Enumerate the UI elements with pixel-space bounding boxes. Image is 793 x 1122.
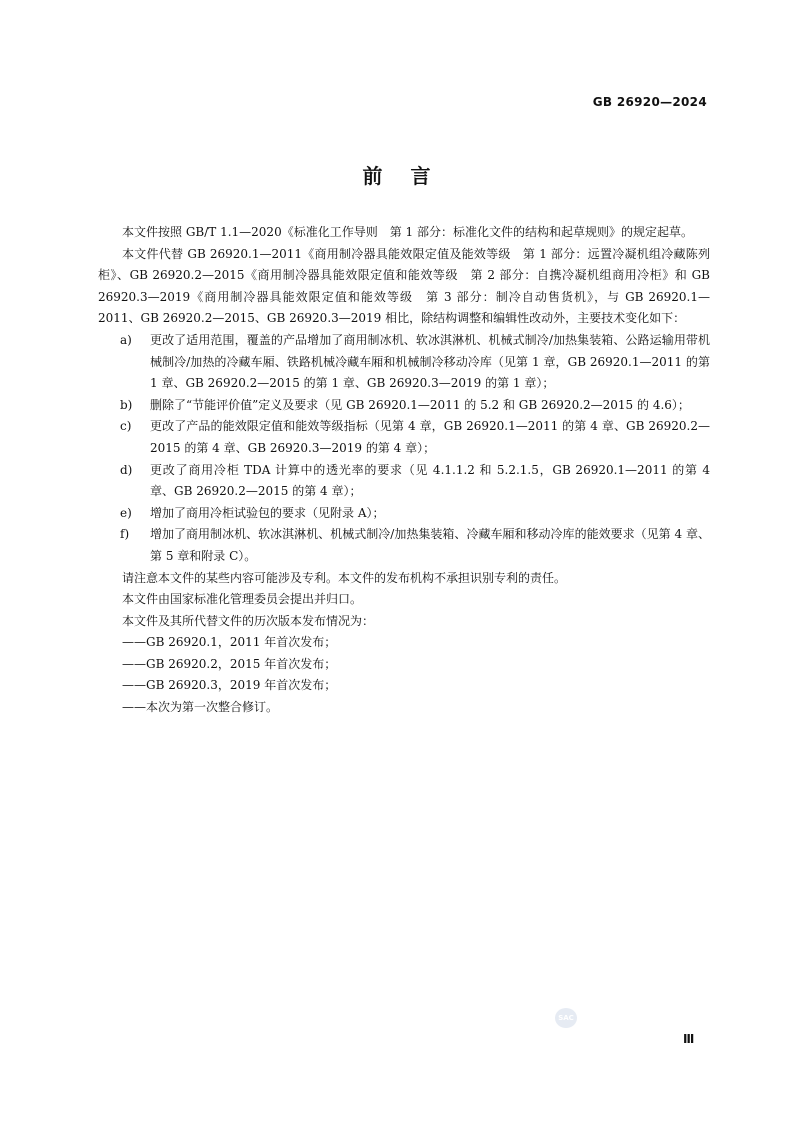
list-text: 增加了商用制冰机、软冰淇淋机、机械式制冷/加热集装箱、冷藏车厢和移动冷库的能效要求（见第 4 章、第 5 章和附录 C）。: [150, 527, 710, 563]
list-text: 更改了适用范围，覆盖的产品增加了商用制冰机、软冰淇淋机、机械式制冷/加热集装箱、公路运输用带机械制冷/加热的冷藏车厢、铁路机械冷藏车厢和机械制冷移动冷库（见第 1 章，GB 26920.1—2011 的第 1 章、GB 26920.2—2015 的第 1 章、GB 26920.3—2019 的第 1 章）；: [150, 332, 710, 391]
list-item: [98, 524, 710, 567]
list-item: [98, 395, 710, 417]
list-marker: b): [120, 397, 133, 412]
history-item: ——GB 26920.1，2011 年首次发布；: [122, 635, 337, 650]
history-item: ——GB 26920.2，2015 年首次发布；: [122, 656, 337, 671]
list-text: 更改了商用冷柜 TDA 计算中的透光率的要求（见 4.1.1.2 和 5.2.1.5，GB 26920.1—2011 的第 4 章、GB 26920.2—2015 的第 4 章）；: [150, 462, 710, 499]
list-marker: d): [120, 462, 133, 477]
paragraph-drafting-rules: 本文件按照 GB/T 1.1—2020《标准化工作导则 第 1 部分：标准化文件的结构和起草规则》的规定起草。: [122, 225, 693, 239]
document-body: [98, 222, 710, 719]
list-item: [98, 330, 710, 395]
history-list: [98, 632, 710, 718]
paragraph-replacement: 本文件代替 GB 26920.1—2011《商用制冷器具能效限定值及能效等级 第 1 部分：远置冷凝机组冷藏陈列柜》、GB 26920.2—2015《商用制冷器具能效限定值和能效等级 第 2 部分：自携冷凝机组商用冷柜》和 GB 26920.3—2019《商用制冷器具能效限定值和能效等级 第 3 部分：制冷自动售货机》，与 GB 26920.1—2011、GB 26920.2—2015、GB 26920.3—2019 相比，除结构调整和编辑性改动外，主要技术变化如下：: [98, 246, 710, 326]
list-marker: a): [120, 332, 132, 347]
list-marker: e): [120, 505, 132, 520]
list-marker: f): [120, 527, 130, 542]
list-text: 删除了“节能评价值”定义及要求（见 GB 26920.1—2011 的 5.2 和 GB 26920.2—2015 的 4.6）；: [150, 397, 690, 412]
paragraph-patent-notice: 请注意本文件的某些内容可能涉及专利。本文件的发布机构不承担识别专利的责任。: [122, 570, 567, 585]
changes-list: [98, 330, 710, 568]
list-marker: c): [120, 419, 132, 434]
list-item: [98, 460, 710, 503]
list-item: [98, 503, 710, 525]
sac-watermark-logo: SAC: [555, 1008, 577, 1028]
paragraph-history-intro: 本文件及其所代替文件的历次版本发布情况为：: [122, 613, 375, 628]
page-number: Ⅲ: [683, 1032, 695, 1046]
list-text: 增加了商用冷柜试验包的要求（见附录 A）；: [150, 505, 385, 520]
history-item: ——GB 26920.3，2019 年首次发布；: [122, 678, 337, 693]
history-item: ——本次为第一次整合修订。: [122, 700, 279, 715]
standard-code: GB 26920—2024: [592, 95, 707, 109]
list-item: [98, 416, 710, 459]
list-text: 更改了产品的能效限定值和能效等级指标（见第 4 章，GB 26920.1—2011 的第 4 章、GB 26920.2—2015 的第 4 章、GB 26920.3—2019 的第 4 章）；: [150, 419, 710, 455]
page-title: 前言: [362, 164, 459, 188]
paragraph-proposer: 本文件由国家标准化管理委员会提出并归口。: [122, 592, 363, 607]
